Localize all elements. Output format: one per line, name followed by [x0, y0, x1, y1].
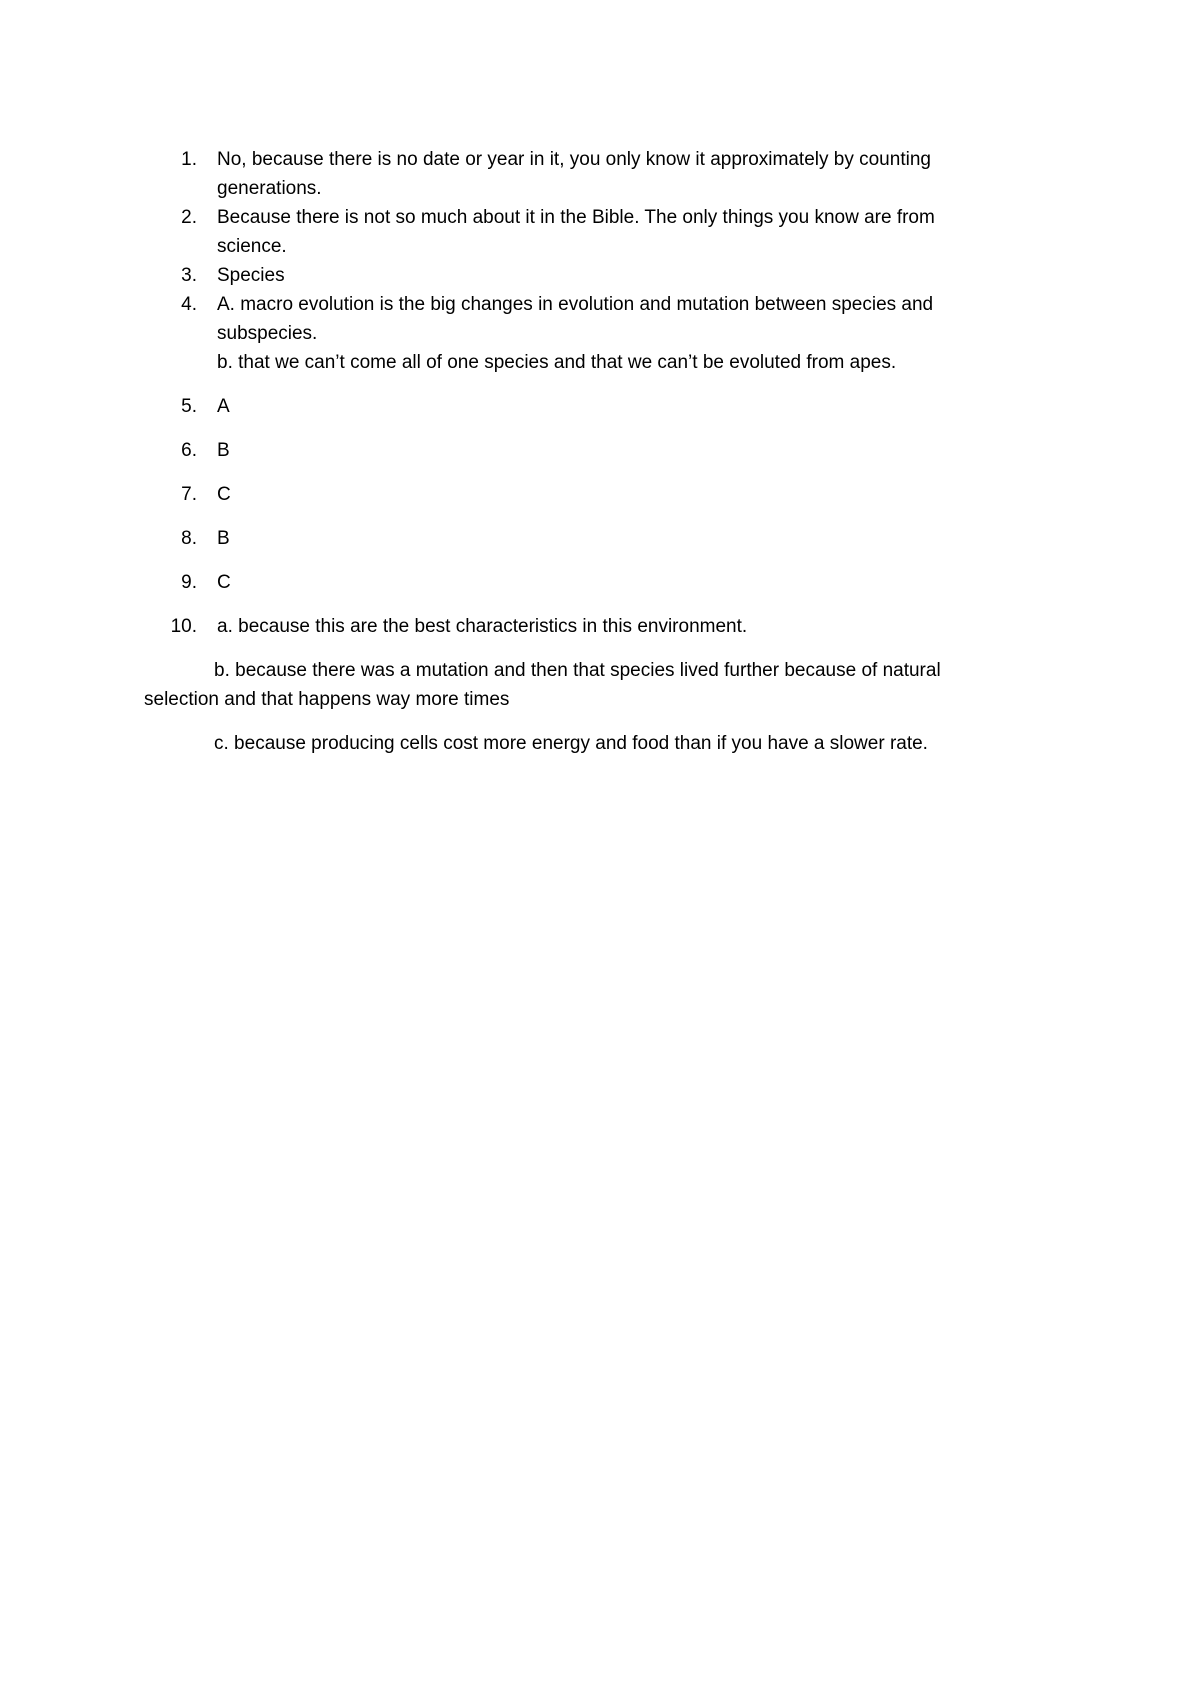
item-line: C	[217, 572, 231, 593]
item-text	[217, 436, 1007, 465]
item-number: 4.	[181, 294, 197, 315]
list-item	[0, 436, 1200, 465]
item-number: 7.	[181, 484, 197, 505]
list-item	[0, 290, 1200, 377]
item-text	[217, 261, 1007, 290]
item-line: A	[217, 396, 230, 417]
list-item	[0, 145, 1200, 203]
list-item	[0, 203, 1200, 261]
list-item	[0, 261, 1200, 290]
item-line: a. because this are the best characteristics in this environment.	[217, 616, 748, 637]
item-number: 5.	[181, 396, 197, 417]
item-number: 3.	[181, 265, 197, 286]
item-number: 10.	[170, 616, 197, 637]
item-text	[217, 203, 1007, 261]
item-text	[217, 145, 1007, 203]
list-item	[0, 524, 1200, 553]
list-item	[0, 568, 1200, 597]
item-text	[217, 612, 1007, 641]
list-item	[0, 392, 1200, 421]
item-number: 2.	[181, 207, 197, 228]
item-line: B	[217, 440, 230, 461]
paragraph-c: c. because producing cells cost more energy and food than if you have a slower rate.	[214, 733, 928, 754]
item-text	[217, 290, 1007, 377]
item-number: 1.	[181, 149, 197, 170]
item-line: A. macro evolution is the big changes in evolution and mutation between species and subspecies.	[217, 294, 934, 344]
item-text	[217, 480, 1007, 509]
list-item	[0, 480, 1200, 509]
item-line: B	[217, 528, 230, 549]
paragraph-b: b. because there was a mutation and then that species lived further because of natural selection and that happens way more times	[144, 660, 941, 710]
item-line: C	[217, 484, 231, 505]
answer-list	[0, 145, 1200, 758]
item-line: b. that we can’t come all of one species and that we can’t be evoluted from apes.	[217, 352, 897, 373]
item-line: No, because there is no date or year in it, you only know it approximately by counting generations.	[217, 149, 931, 199]
item-text	[217, 392, 1007, 421]
list-item	[0, 612, 1200, 641]
item-text	[217, 524, 1007, 553]
item-number: 9.	[181, 572, 197, 593]
item-number: 8.	[181, 528, 197, 549]
item-line: Species	[217, 265, 285, 286]
item-text	[217, 568, 1007, 597]
item-line: Because there is not so much about it in the Bible. The only things you know are from science.	[217, 207, 935, 257]
item-number: 6.	[181, 440, 197, 461]
